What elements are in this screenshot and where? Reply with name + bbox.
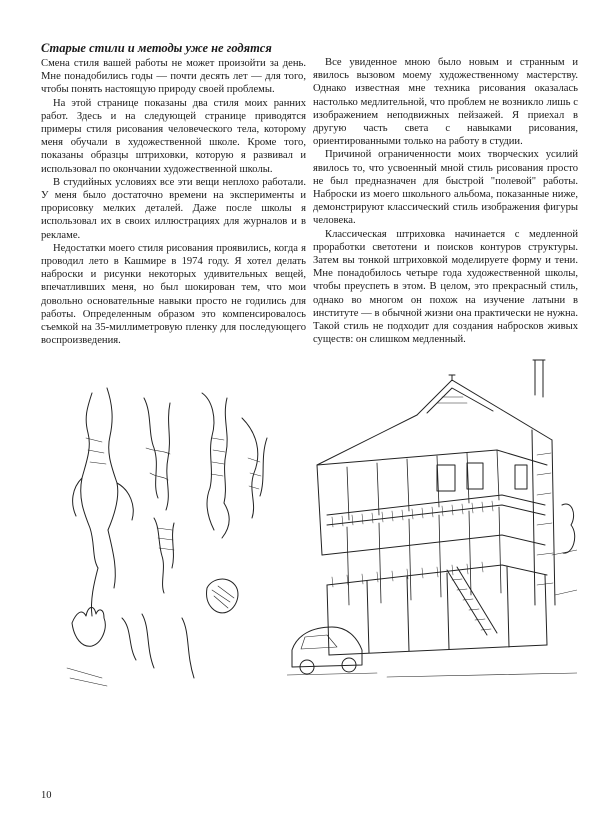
paragraph: Все увиденное мною было новым и странным и явилось вызовом моему художественному мастерству. Однако известная мне техника рисования оказалась настолько медлительной, что проблем не возникло лишь с изображением неподвижных пейзажей. Я приехал в другую часть света с навыками рисования, ориентированными только на работу в студии. (313, 57, 578, 148)
section-heading: Старые стили и методы уже не годятся (41, 41, 272, 55)
paragraph: Классическая штриховка начинается с медленной проработки светотени и поисков контуров структуры. Затем вы тонкой штриховкой моделируете форму и тени. Мне понадобилось четыре года художественной школы, чтобы преуспеть в этом. В целом, это прекрасный стиль, однако во многом он похож на изучение латыни в институте — в обычной жизни она практически не нужна. Такой стиль не подходит для создания набросков живых существ: он слишком медленный. (313, 228, 578, 346)
house-drawing (287, 355, 577, 700)
figure-sketches-illustration (62, 378, 287, 696)
paragraph: Причиной ограниченности моих творческих усилий явилось то, что усвоенный мной стиль рисования просто не был предназначен для быстрой "полевой" работы. Наброски из моего школьного альбома, показанные ниже, демонстрируют классический стиль изображения фигуры человека. (313, 149, 578, 227)
paragraph: Недостатки моего стиля рисования проявились, когда я проводил лето в Кашмире в 1974 году. Я хотел делать наброски и рисунки некоторых удивительных вещей, впечатливших меня, но был шокирован тем, что мои довольно основательные навыки просто не годились для работы. Определенным образом это компенсировалось съемкой на 35-миллиметровую пленку для последующего воспроизведения. (41, 242, 306, 347)
paragraph: В студийных условиях все эти вещи неплохо работали. У меня было достаточно времени на эксперименты и прорисовку мелких деталей. Даже после школы я использовал их в своих иллюстрациях для журналов и в рекламе. (41, 176, 306, 241)
page-number: 10 (41, 790, 52, 801)
right-column (313, 56, 578, 346)
paragraph: На этой странице показаны два стиля моих ранних работ. Здесь и на следующей странице приводятся примеры стиля рисования человеческого тела, которому меня обучали в художественной школе. Кроме того, показаны образцы штриховки, которую я развивал и использовал по окончании художественной школы. (41, 97, 306, 175)
paragraph: Смена стиля вашей работы не может произойти за день. Мне понадобились годы — почти десять лет — для того, чтобы понять настоящую природу своей проблемы. (41, 58, 306, 96)
figure-sketches-drawing (62, 378, 287, 696)
house-illustration (287, 355, 577, 700)
left-column (41, 40, 306, 347)
